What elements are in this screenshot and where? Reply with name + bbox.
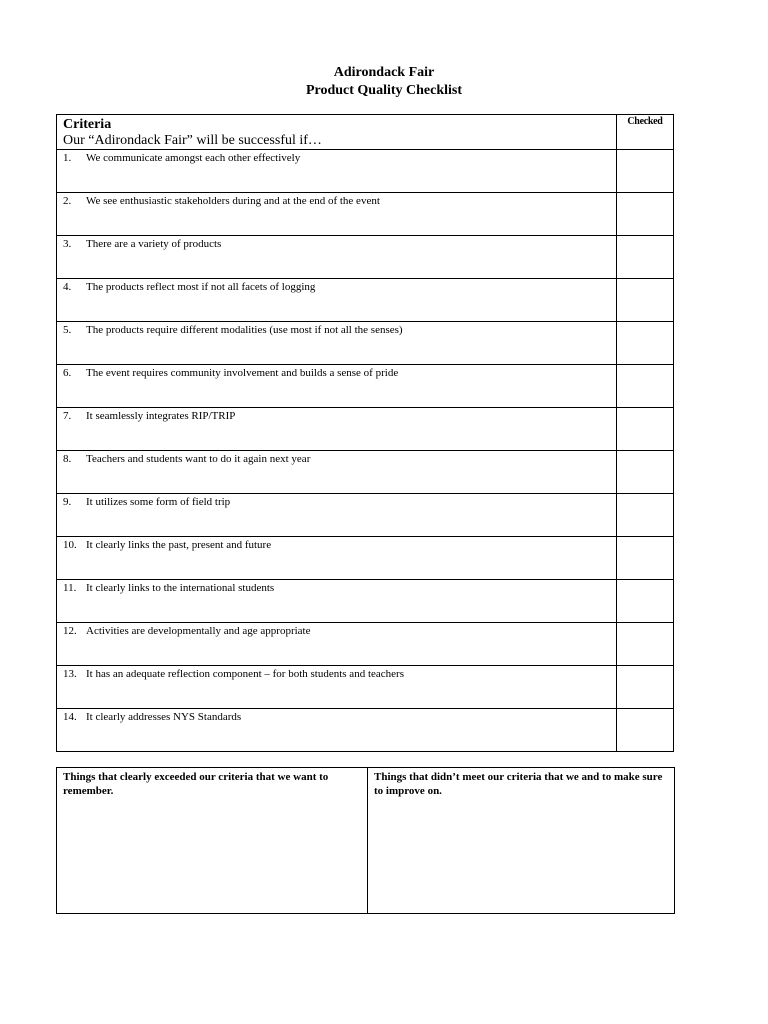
criteria-text-cell	[57, 193, 617, 236]
not-met-criteria-label: Things that didn’t meet our criteria that we and to make sure to improve on.	[374, 771, 663, 797]
criteria-row	[57, 580, 674, 623]
criteria-number: 8.	[63, 453, 72, 465]
title-line-1: Adirondack Fair	[333, 65, 435, 80]
criteria-row	[57, 150, 674, 193]
criteria-text-cell	[57, 580, 617, 623]
criteria-number: 4.	[63, 281, 72, 293]
criteria-row	[57, 193, 674, 236]
checked-box[interactable]	[616, 150, 673, 193]
checked-box[interactable]	[616, 322, 673, 365]
criteria-text-cell	[57, 365, 617, 408]
criteria-number: 3.	[63, 238, 72, 250]
checked-box[interactable]	[616, 537, 673, 580]
criteria-text-cell	[57, 537, 617, 580]
criteria-heading: Criteria	[63, 117, 112, 132]
criteria-header-cell	[57, 115, 617, 150]
criteria-row	[57, 408, 674, 451]
criteria-row	[57, 666, 674, 709]
checked-box[interactable]	[616, 709, 673, 752]
criteria-text-cell	[57, 709, 617, 752]
criteria-text: The products reflect most if not all facets of logging	[86, 281, 316, 293]
criteria-text: It clearly addresses NYS Standards	[86, 711, 242, 723]
title-line-2: Product Quality Checklist	[305, 83, 463, 98]
criteria-subheading: Our “Adirondack Fair” will be successful if…	[63, 133, 322, 148]
criteria-text-cell	[57, 494, 617, 537]
criteria-row	[57, 322, 674, 365]
criteria-number: 10.	[63, 539, 77, 551]
criteria-number: 11.	[63, 582, 77, 594]
criteria-row	[57, 279, 674, 322]
criteria-number: 14.	[63, 711, 77, 723]
criteria-row	[57, 709, 674, 752]
checked-box[interactable]	[616, 451, 673, 494]
criteria-text: We see enthusiastic stakeholders during and at the end of the event	[86, 195, 380, 207]
criteria-text-cell	[57, 236, 617, 279]
checked-box[interactable]	[616, 580, 673, 623]
criteria-text: The products require different modalities (use most if not all the senses)	[86, 324, 403, 336]
criteria-row	[57, 537, 674, 580]
checked-box[interactable]	[616, 666, 673, 709]
criteria-text: Teachers and students want to do it again next year	[86, 453, 311, 465]
criteria-text: It seamlessly integrates RIP/TRIP	[86, 410, 236, 422]
criteria-text-cell	[57, 623, 617, 666]
criteria-row	[57, 494, 674, 537]
checked-box[interactable]	[616, 279, 673, 322]
criteria-number: 12.	[63, 625, 77, 637]
criteria-number: 6.	[63, 367, 72, 379]
checked-column-header: Checked	[616, 115, 673, 150]
checked-box[interactable]	[616, 193, 673, 236]
criteria-text: It clearly links the past, present and future	[86, 539, 272, 551]
not-met-criteria-box[interactable]	[368, 768, 675, 914]
criteria-number: 9.	[63, 496, 72, 508]
criteria-text-cell	[57, 279, 617, 322]
criteria-text-cell	[57, 408, 617, 451]
exceeded-criteria-box[interactable]	[57, 768, 368, 914]
criteria-row	[57, 365, 674, 408]
criteria-text: Activities are developmentally and age appropriate	[86, 625, 311, 637]
checked-box[interactable]	[616, 623, 673, 666]
checked-box[interactable]	[616, 365, 673, 408]
criteria-row	[57, 236, 674, 279]
criteria-text-cell	[57, 150, 617, 193]
checklist-header-row	[57, 115, 674, 150]
criteria-text-cell	[57, 666, 617, 709]
criteria-text: It clearly links to the international students	[86, 582, 275, 594]
criteria-number: 2.	[63, 195, 72, 207]
criteria-checklist-table	[56, 114, 674, 752]
criteria-text: It utilizes some form of field trip	[86, 496, 231, 508]
criteria-text: There are a variety of products	[86, 238, 222, 250]
criteria-number: 5.	[63, 324, 72, 336]
criteria-number: 7.	[63, 410, 72, 422]
criteria-text: It has an adequate reflection component – for both students and teachers	[86, 668, 404, 680]
criteria-number: 13.	[63, 668, 77, 680]
criteria-text-cell	[57, 322, 617, 365]
reflection-row	[57, 768, 675, 914]
criteria-text: We communicate amongst each other effectively	[86, 152, 301, 164]
criteria-number: 1.	[63, 152, 72, 164]
reflection-table	[56, 767, 675, 914]
criteria-row	[57, 451, 674, 494]
checked-box[interactable]	[616, 236, 673, 279]
criteria-text: The event requires community involvement and builds a sense of pride	[86, 367, 399, 379]
checked-box[interactable]	[616, 408, 673, 451]
criteria-text-cell	[57, 451, 617, 494]
criteria-row	[57, 623, 674, 666]
exceeded-criteria-label: Things that clearly exceeded our criteria that we want to remember.	[63, 771, 329, 797]
document-title	[0, 64, 768, 100]
checked-box[interactable]	[616, 494, 673, 537]
